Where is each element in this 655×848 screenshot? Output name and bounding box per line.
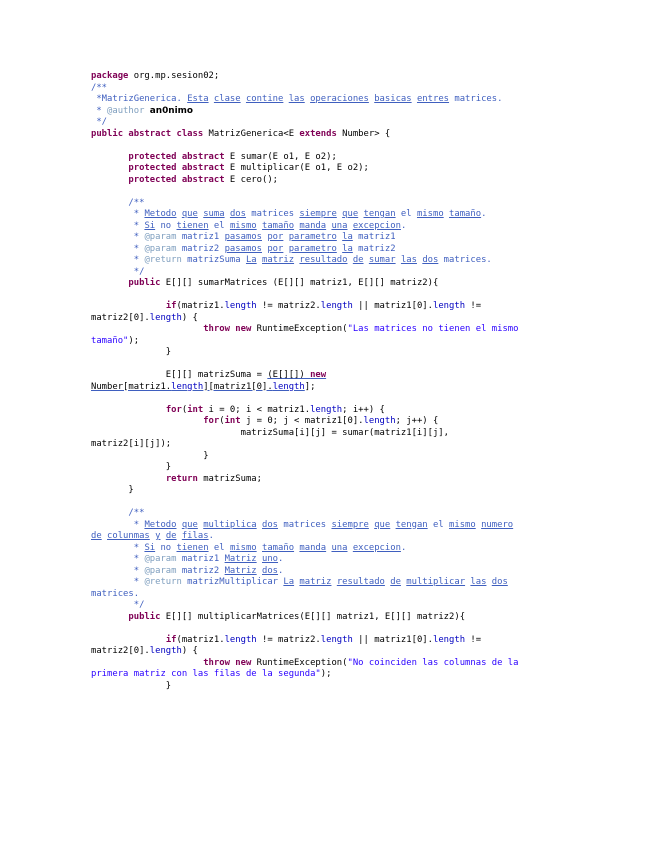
- code-token: Matriz: [224, 565, 257, 576]
- code-token: ; i++) {: [342, 404, 385, 415]
- code-line: [91, 83, 518, 95]
- code-token: *: [91, 255, 145, 265]
- code-token: length: [433, 301, 466, 311]
- code-token: @param: [144, 232, 177, 242]
- code-line: [91, 669, 518, 681]
- code-token: matriz2: [352, 243, 396, 254]
- code-token: extends: [299, 128, 337, 139]
- code-line: [91, 600, 518, 612]
- code-token: abstract: [181, 174, 225, 185]
- code-token: @param: [144, 243, 177, 254]
- code-token: tienen: [176, 542, 209, 553]
- code-line: [91, 612, 518, 624]
- code-token: abstract: [128, 128, 172, 139]
- code-token: (matriz1.: [176, 634, 225, 645]
- code-line: [91, 382, 518, 394]
- code-token: *: [91, 542, 145, 553]
- code-token: [91, 175, 128, 185]
- code-token: contine: [245, 94, 284, 104]
- code-token: dos: [262, 519, 279, 530]
- code-token: *: [91, 554, 145, 564]
- code-token: que: [181, 519, 198, 530]
- code-token: }: [91, 485, 134, 495]
- code-token: por: [267, 243, 284, 254]
- code-token: matrizSuma[i][j] = sumar(matriz1[i][j],: [91, 427, 449, 438]
- code-token: ; j++) {: [395, 416, 439, 426]
- code-token: }: [91, 462, 172, 472]
- code-token: matrices.: [91, 588, 140, 599]
- code-line: [91, 324, 518, 336]
- code-token: siempre: [299, 209, 337, 219]
- code-token: que: [374, 519, 391, 530]
- code-token: *: [91, 105, 108, 116]
- code-token: ) {: [181, 646, 198, 656]
- code-token: una: [331, 542, 348, 553]
- code-line: [91, 635, 518, 647]
- code-token: La: [283, 577, 295, 587]
- code-token: mismo: [229, 542, 257, 553]
- code-token: length: [224, 301, 257, 311]
- code-token: pasamos: [224, 232, 262, 242]
- code-token: *: [91, 220, 145, 231]
- code-token: manda: [299, 542, 327, 553]
- code-token: new: [235, 657, 252, 668]
- code-token: pasamos: [224, 243, 262, 254]
- code-token: el: [427, 519, 450, 530]
- code-token: matriz1: [176, 554, 225, 564]
- code-token: protected: [128, 174, 177, 185]
- code-token: int: [187, 404, 204, 415]
- code-token: dos: [262, 565, 279, 576]
- code-token: de: [165, 531, 177, 541]
- code-line: [91, 336, 518, 348]
- code-line: [91, 106, 518, 118]
- code-token: la: [342, 243, 353, 254]
- code-token: public: [91, 128, 124, 139]
- code-line: [91, 428, 518, 440]
- code-token: matriz2[0].: [91, 312, 150, 323]
- code-token: abstract: [181, 163, 225, 173]
- code-token: (matriz1.: [176, 301, 225, 311]
- code-line: [91, 485, 518, 497]
- code-token: E[][] matrizSuma =: [91, 370, 268, 380]
- code-token: La: [245, 255, 257, 265]
- code-token: matrices: [278, 519, 332, 530]
- code-line: [91, 405, 518, 417]
- code-token: Si: [144, 542, 156, 553]
- code-token: @param: [144, 554, 177, 564]
- code-token: /**: [91, 82, 108, 93]
- code-token: matrices: [245, 209, 300, 219]
- code-token: parametro: [288, 243, 337, 254]
- code-token: !=: [465, 301, 482, 311]
- code-line: [91, 71, 518, 83]
- code-line: [91, 451, 518, 463]
- code-token: throw: [203, 324, 230, 334]
- code-token: Si: [144, 220, 156, 231]
- code-token: ];: [304, 381, 316, 392]
- code-token: E[][] multiplicarMatrices(E[][] matriz1, E[][] matriz2){: [160, 611, 466, 622]
- code-token: suma: [203, 209, 225, 219]
- code-token: parametro: [288, 232, 337, 242]
- code-token: numero: [481, 519, 514, 530]
- code-token: operaciones: [310, 94, 369, 104]
- code-token: no: [155, 542, 177, 553]
- code-token: resultado: [336, 577, 385, 587]
- code-line: [91, 359, 518, 371]
- code-token: matriz1: [176, 232, 225, 242]
- code-token: *: [91, 232, 145, 242]
- code-token: basicas: [374, 94, 412, 104]
- code-token: tamaño: [262, 542, 295, 553]
- code-token: [91, 163, 128, 173]
- code-token: );: [128, 335, 140, 346]
- code-token: por: [267, 232, 284, 242]
- code-token: package: [91, 71, 129, 81]
- code-token: );: [320, 669, 332, 679]
- code-token: Esta: [187, 94, 209, 104]
- code-line: [91, 577, 518, 589]
- code-token: matriz2[i][j]);: [91, 439, 172, 449]
- code-token: for: [203, 416, 220, 426]
- code-token: de: [390, 577, 401, 587]
- code-token: Metodo: [144, 519, 177, 530]
- code-token: Number> {: [336, 128, 391, 139]
- code-line: [91, 520, 518, 532]
- code-token: *: [91, 243, 145, 254]
- code-token: protected: [128, 151, 177, 162]
- code-token: el: [395, 209, 417, 219]
- code-token: /**: [91, 197, 145, 208]
- code-token: length: [149, 312, 182, 323]
- code-token: (E[][]): [267, 370, 311, 380]
- code-token: .: [208, 531, 214, 541]
- code-line: [91, 152, 518, 164]
- code-token: matrizSuma;: [197, 473, 262, 484]
- code-token: an0nimo: [149, 105, 193, 116]
- code-token: colunmas: [107, 531, 150, 541]
- code-token: class: [176, 128, 204, 139]
- code-line: [91, 129, 518, 141]
- code-line: [91, 255, 518, 267]
- code-token: "Las matrices no tienen el mismo: [347, 324, 519, 334]
- code-token: matriz: [299, 577, 332, 587]
- code-token: *: [91, 577, 145, 587]
- code-token: una: [331, 220, 348, 231]
- code-token: matriz2: [176, 565, 225, 576]
- code-token: */: [91, 266, 145, 277]
- code-line: [91, 347, 518, 359]
- code-token: de: [352, 255, 364, 265]
- code-token: org.mp.sesion02;: [128, 71, 220, 81]
- code-token: .: [481, 209, 487, 219]
- code-token: != matriz2.: [256, 301, 321, 311]
- code-token: mismo: [229, 220, 257, 231]
- code-token: primera matriz con las filas de la segunda": [91, 669, 321, 679]
- code-token: RuntimeException(: [251, 657, 348, 668]
- code-token: el: [208, 542, 230, 553]
- code-token: manda: [299, 220, 327, 231]
- code-token: (: [181, 404, 188, 415]
- code-token: E[][] sumarMatrices (E[][] matriz1, E[][] matriz2){: [160, 278, 439, 288]
- code-token: if: [165, 301, 177, 311]
- code-token: @return: [144, 255, 182, 265]
- code-token: filas: [181, 531, 209, 541]
- code-token: *: [91, 209, 145, 219]
- code-line: [91, 186, 518, 198]
- code-token: matriz1: [352, 232, 396, 242]
- code-line: [91, 232, 518, 244]
- code-line: [91, 393, 518, 405]
- code-token: abstract: [181, 151, 225, 162]
- code-token: if: [165, 634, 177, 645]
- code-token: "No coinciden las columnas de la: [347, 657, 519, 668]
- code-line: [91, 646, 518, 658]
- code-token: matrices.: [438, 255, 492, 265]
- code-token: new: [235, 324, 252, 334]
- code-token: dos: [422, 255, 439, 265]
- code-token: [91, 405, 166, 415]
- code-line: [91, 439, 518, 451]
- code-token: ) {: [181, 312, 198, 323]
- code-token: el: [208, 220, 230, 231]
- code-token: [91, 612, 128, 622]
- code-token: return: [165, 473, 198, 484]
- code-token: mismo: [449, 519, 476, 530]
- code-token: matriz: [262, 255, 295, 265]
- code-token: tamaño: [449, 209, 482, 219]
- code-line: [91, 301, 518, 313]
- code-token: resultado: [299, 255, 348, 265]
- code-line: [91, 589, 518, 601]
- code-token: @author: [107, 105, 145, 116]
- code-token: [91, 416, 203, 426]
- code-line: [91, 175, 518, 187]
- code-token: tamaño": [91, 335, 129, 346]
- code-token: [91, 658, 203, 668]
- code-token: }: [91, 347, 172, 357]
- code-token: @param: [144, 565, 177, 576]
- code-token: || matriz1[0].: [352, 301, 433, 311]
- code-line: [91, 221, 518, 233]
- code-token: ][matriz1[0].: [203, 381, 273, 392]
- code-token: de: [91, 531, 102, 541]
- code-token: dos: [491, 577, 508, 587]
- code-line: [91, 244, 518, 256]
- code-token: protected: [128, 163, 177, 173]
- code-line: [91, 416, 518, 428]
- code-token: mismo: [416, 209, 444, 219]
- code-token: length: [433, 634, 466, 645]
- code-token: length: [320, 301, 353, 311]
- code-line: [91, 290, 518, 302]
- code-token: .: [400, 542, 407, 553]
- code-token: y: [155, 531, 161, 541]
- code-token: public: [128, 611, 161, 622]
- code-token: length: [320, 634, 353, 645]
- code-token: [91, 635, 166, 645]
- code-token: excepcion: [352, 220, 401, 231]
- code-token: las: [400, 255, 417, 265]
- code-line: [91, 508, 518, 520]
- code-line: [91, 117, 518, 129]
- code-token: que: [181, 209, 198, 219]
- code-line: [91, 94, 518, 106]
- code-token: length: [272, 381, 305, 392]
- code-token: la: [342, 232, 353, 242]
- code-token: public: [128, 278, 161, 288]
- code-token: tienen: [176, 220, 209, 231]
- code-token: [91, 301, 166, 311]
- code-token: (: [219, 416, 225, 426]
- code-token: E sumar(E o1, E o2);: [224, 151, 337, 162]
- code-token: new: [310, 370, 327, 380]
- code-line: [91, 554, 518, 566]
- code-line: [91, 278, 518, 290]
- code-token: dos: [229, 209, 246, 219]
- code-token: .: [400, 220, 407, 231]
- code-token: matrices.: [449, 94, 503, 104]
- code-line: [91, 623, 518, 635]
- code-token: multiplica: [203, 519, 257, 530]
- code-line: [91, 566, 518, 578]
- code-token: sumar: [368, 255, 396, 265]
- code-token: */: [91, 600, 145, 610]
- code-token: !=: [465, 634, 482, 645]
- code-line: [91, 267, 518, 279]
- code-token: las: [470, 577, 487, 587]
- code-token: tengan: [363, 209, 396, 219]
- code-token: length: [310, 404, 343, 415]
- code-token: [91, 474, 166, 484]
- code-line: [91, 462, 518, 474]
- code-token: != matriz2.: [256, 634, 321, 645]
- code-token: matriz2: [176, 243, 225, 254]
- code-token: tamaño: [262, 220, 295, 231]
- code-token: || matriz1[0].: [352, 634, 433, 645]
- code-token: /**: [91, 508, 145, 518]
- code-token: [91, 278, 128, 288]
- code-line: [91, 370, 518, 382]
- code-token: RuntimeException(: [251, 324, 348, 334]
- code-token: no: [155, 220, 177, 231]
- code-token: @return: [144, 577, 182, 587]
- code-token: excepcion: [352, 542, 401, 553]
- code-token: E cero();: [224, 174, 279, 185]
- code-token: uno: [262, 554, 279, 564]
- code-token: siempre: [331, 519, 369, 530]
- code-token: throw: [203, 657, 230, 668]
- code-line: [91, 497, 518, 509]
- code-token: clase: [213, 94, 241, 104]
- code-line: [91, 140, 518, 152]
- code-token: int: [224, 416, 241, 426]
- code-token: length: [224, 634, 257, 645]
- code-token: MatrizGenerica<E: [203, 128, 300, 139]
- code-token: [91, 152, 128, 162]
- code-token: *MatrizGenerica.: [91, 94, 188, 104]
- java-source-code: [91, 71, 518, 692]
- code-token: */: [91, 117, 108, 127]
- code-token: matrizMultiplicar: [181, 577, 284, 587]
- code-token: multiplicar: [406, 577, 466, 587]
- code-line: [91, 531, 518, 543]
- code-token: Metodo: [144, 209, 177, 219]
- code-token: [91, 324, 203, 334]
- code-token: Matriz: [224, 554, 257, 564]
- code-line: [91, 658, 518, 670]
- code-line: [91, 313, 518, 325]
- code-token: matrizSuma: [181, 255, 246, 265]
- code-token: i = 0; i < matriz1.: [203, 404, 311, 415]
- code-line: [91, 474, 518, 486]
- code-token: }: [91, 680, 172, 691]
- code-token: tengan: [395, 519, 428, 530]
- code-token: .: [278, 554, 284, 564]
- code-token: *: [91, 565, 145, 576]
- code-token: length: [149, 646, 182, 656]
- code-token: las: [288, 94, 305, 104]
- code-line: [91, 209, 518, 221]
- code-line: [91, 543, 518, 555]
- code-token: matriz2[0].: [91, 646, 150, 656]
- code-token: Number[matriz1.: [91, 381, 172, 392]
- code-line: [91, 198, 518, 210]
- code-line: [91, 681, 518, 693]
- code-token: que: [342, 209, 359, 219]
- code-token: length: [171, 381, 204, 392]
- code-token: }: [91, 450, 209, 461]
- code-token: for: [165, 404, 182, 415]
- code-token: E multiplicar(E o1, E o2);: [224, 163, 369, 173]
- code-token: length: [363, 416, 396, 426]
- code-token: .: [278, 565, 284, 576]
- code-token: *: [91, 519, 145, 530]
- code-token: entres: [416, 94, 450, 104]
- code-token: j = 0; j < matriz1[0].: [240, 416, 364, 426]
- code-line: [91, 163, 518, 175]
